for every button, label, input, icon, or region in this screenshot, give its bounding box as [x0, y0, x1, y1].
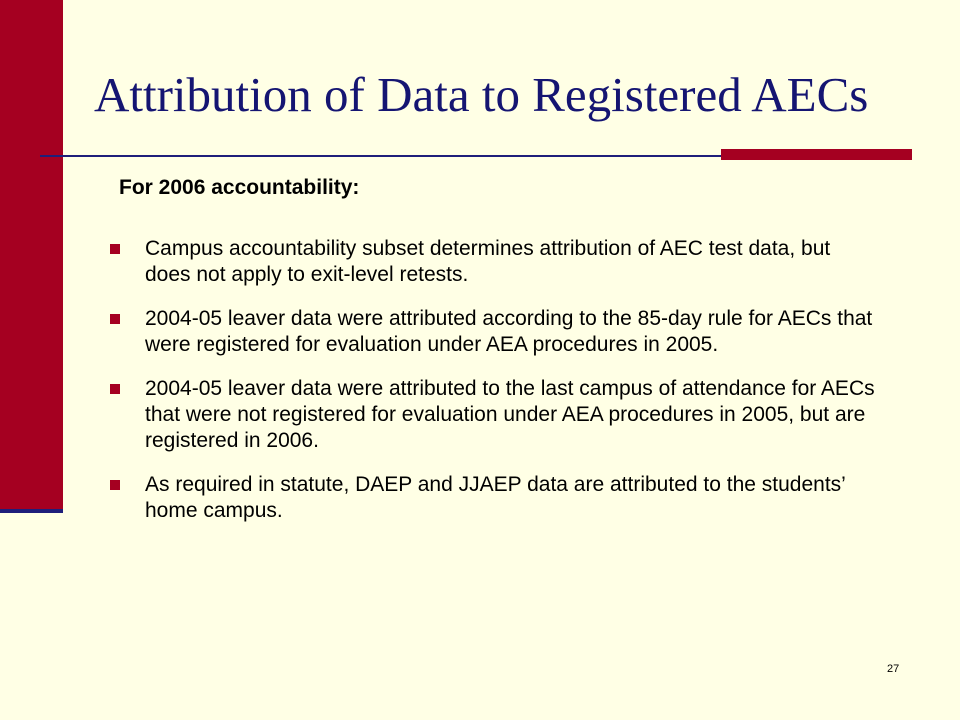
- slide-subtitle: For 2006 accountability:: [119, 176, 360, 199]
- left-accent-bar: [0, 0, 63, 510]
- square-bullet-icon: [110, 480, 120, 490]
- bullet-item: [108, 472, 878, 524]
- square-bullet-icon: [110, 314, 120, 324]
- bullet-list: [108, 236, 878, 542]
- bullet-text: 2004-05 leaver data were attributed to the last campus of attendance for AECs that were not registered for evaluation under AEA procedures in 2005, but are registered in 2006.: [145, 377, 875, 452]
- bullet-item: [108, 306, 878, 358]
- square-bullet-icon: [110, 244, 120, 254]
- title-divider-accent: [721, 149, 912, 160]
- page-number: 27: [887, 663, 900, 675]
- square-bullet-icon: [110, 384, 120, 394]
- bullet-text: As required in statute, DAEP and JJAEP data are attributed to the students’ home campus.: [145, 473, 846, 522]
- left-accent-underline: [0, 509, 63, 513]
- bullet-item: [108, 376, 878, 454]
- bullet-text: Campus accountability subset determines attribution of AEC test data, but does not apply to exit-level retests.: [145, 237, 831, 286]
- bullet-text: 2004-05 leaver data were attributed according to the 85-day rule for AECs that were registered for evaluation under AEA procedures in 2005.: [145, 307, 873, 356]
- slide-title: Attribution of Data to Registered AECs: [94, 67, 869, 122]
- bullet-item: [108, 236, 878, 288]
